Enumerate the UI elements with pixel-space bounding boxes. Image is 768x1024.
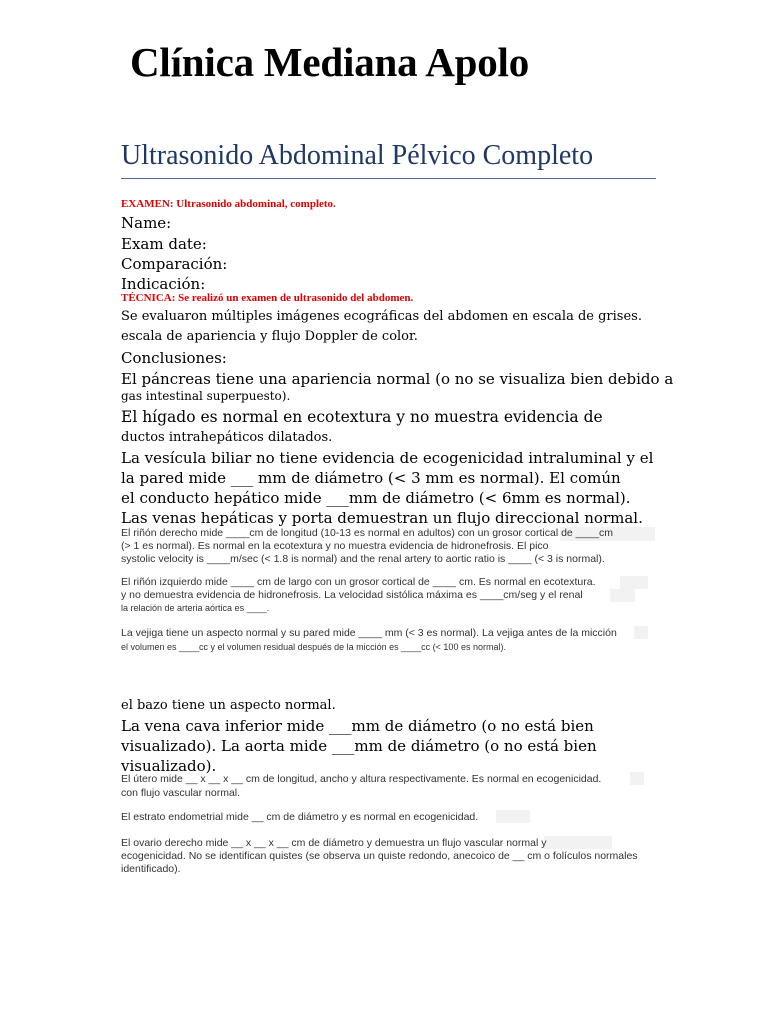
technique-line-2: escala de apariencia y flujo Doppler de color. — [121, 329, 418, 344]
technique-heading: TÉCNICA: Se realizó un examen de ultrasonido del abdomen. — [121, 292, 414, 304]
indication-field: Indicación: — [121, 275, 206, 293]
left-kidney-line-1: El riñón izquierdo mide ____ cm de largo con un grosor cortical de ____ cm. Es normal en ecotextura. — [121, 576, 596, 588]
highlight-box — [630, 772, 644, 785]
bladder-line-1: La vejiga tiene un aspecto normal y su pared mide ____ mm (< 3 es normal). La vejiga antes de la micción — [121, 627, 617, 639]
technique-line-1: Se evaluaron múltiples imágenes ecográficas del abdomen en escala de grises. — [121, 309, 642, 324]
highlight-box — [544, 836, 612, 849]
comparison-field: Comparación: — [121, 255, 228, 273]
pancreas-line-1: El páncreas tiene una apariencia normal (o no se visualiza bien debido a — [121, 370, 674, 388]
liver-line-1: El hígado es normal en ecotextura y no muestra evidencia de — [121, 408, 603, 426]
ivc-line-1: La vena cava inferior mide ___mm de diámetro (o no está bien — [121, 717, 594, 735]
right-kidney-line-3: systolic velocity is ____m/sec (< 1.8 is normal) and the renal artery to aortic ratio is ____ (< 3 is normal). — [121, 553, 605, 565]
bladder-line-2: el volumen es ____cc y el volumen residual después de la micción es ____cc (< 100 es normal). — [121, 642, 506, 652]
ivc-line-3: visualizado). — [121, 757, 217, 775]
ovary-line-2: ecogenicidad. No se identifican quistes (se observa un quiste redondo, anecoico de __ cm o folículos normales — [121, 850, 638, 862]
left-kidney-line-2: y no demuestra evidencia de hidronefrosis. La velocidad sistólica máxima es ____cm/seg y el renal — [121, 589, 583, 601]
highlight-box — [610, 589, 635, 602]
pancreas-line-2: gas intestinal superpuesto). — [121, 389, 291, 403]
right-kidney-line-2: (> 1 es normal). Es normal en la ecotextura y no muestra evidencia de hidronefrosis. El pico — [121, 540, 549, 552]
exam-date-field: Exam date: — [121, 235, 207, 253]
uterus-line-1: El útero mide __ x __ x __ cm de longitud, ancho y altura respectivamente. Es normal en ecogenicidad. — [121, 773, 602, 785]
gallbladder-line-2: la pared mide ___ mm de diámetro (< 3 mm es normal). El común — [121, 469, 621, 487]
name-field: Name: — [121, 214, 172, 232]
exam-line: EXAMEN: Ultrasonido abdominal, completo. — [121, 198, 336, 210]
ovary-line-1: El ovario derecho mide __ x __ x __ cm de diámetro y demuestra un flujo vascular normal y — [121, 837, 547, 849]
liver-line-2: ductos intrahepáticos dilatados. — [121, 430, 333, 445]
left-kidney-line-3: la relación de arteria aórtica es ____. — [121, 603, 270, 613]
ovary-line-3: identificado). — [121, 863, 181, 875]
report-title: Ultrasonido Abdominal Pélvico Completo — [121, 140, 594, 171]
title-underline — [121, 178, 656, 179]
endometrium-line: El estrato endometrial mide __ cm de diámetro y es normal en ecogenicidad. — [121, 811, 479, 823]
highlight-box — [634, 626, 648, 639]
veins-line: Las venas hepáticas y porta demuestran un flujo direccional normal. — [121, 509, 643, 527]
spleen-line: el bazo tiene un aspecto normal. — [121, 698, 336, 713]
conclusions-heading: Conclusiones: — [121, 349, 227, 367]
gallbladder-line-3: el conducto hepático mide ___mm de diámetro (< 6mm es normal). — [121, 489, 631, 507]
ivc-line-2: visualizado). La aorta mide ___mm de diámetro (o no está bien — [121, 737, 597, 755]
uterus-line-2: con flujo vascular normal. — [121, 787, 241, 799]
clinic-name: Clínica Mediana Apolo — [130, 39, 530, 85]
gallbladder-line-1: La vesícula biliar no tiene evidencia de ecogenicidad intraluminal y el — [121, 449, 654, 467]
highlight-box — [496, 810, 530, 823]
highlight-box — [620, 576, 648, 589]
right-kidney-line-1: El riñón derecho mide ____cm de longitud (10-13 es normal en adultos) con un grosor cortical de ____cm — [121, 527, 614, 539]
